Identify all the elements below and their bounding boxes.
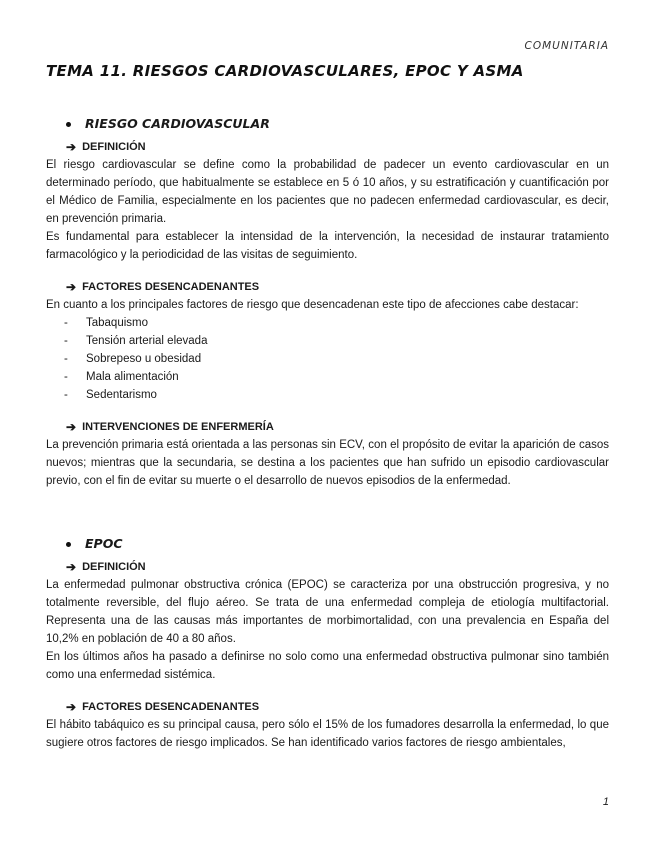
page-number: 1 xyxy=(602,796,609,808)
arrow-right-icon: ➔ xyxy=(66,140,77,154)
list-item: - Sedentarismo xyxy=(64,389,157,401)
subheading-text: FACTORES DESENCADENANTES xyxy=(82,281,260,293)
list-item: - Tabaquismo xyxy=(64,317,149,329)
list-item: - Sobrepeso u obesidad xyxy=(64,353,202,365)
bullet-icon xyxy=(66,542,71,547)
arrow-right-icon: ➔ xyxy=(66,700,77,714)
subheading-factores-desencadenantes xyxy=(66,278,609,296)
subheading-text: INTERVENCIONES DE ENFERMERÍA xyxy=(82,421,274,433)
document-header-label: COMUNITARIA xyxy=(524,40,609,52)
list-item: - Tensión arterial elevada xyxy=(64,335,208,347)
document-body xyxy=(46,114,609,752)
subheading-text: DEFINICIÓN xyxy=(82,141,146,153)
risk-factor-list xyxy=(46,314,609,404)
paragraph: La prevención primaria está orientada a las personas sin ECV, con el propósito de evitar la aparición de casos nuevos; mientras que la secundaria, se destina a los pacientes que han sufrido un episodio cardiovascular previo, con el fin de evitar su muerte o el desarrollo de nuevos episodios de la enfermedad. xyxy=(46,439,609,487)
paragraph: Es fundamental para establecer la intensidad de la intervención, la necesidad de instaurar tratamiento farmacológico y la periodicidad de las visitas de seguimiento. xyxy=(46,231,609,261)
paragraph: El riesgo cardiovascular se define como la probabilidad de padecer un evento cardiovascular en un determinado período, que habitualmente se establece en 5 ó 10 años, y su estratificación y cuantificación por el Médico de Familia, especialmente en los pacientes que no padecen enfermedad cardiovascular, es decir, en prevención primaria. xyxy=(46,159,609,225)
page-title: TEMA 11. RIESGOS CARDIOVASCULARES, EPOC Y ASMA xyxy=(46,62,524,80)
paragraph: En los últimos años ha pasado a definirse no solo como una enfermedad obstructiva pulmonar sino también como una enfermedad sistémica. xyxy=(46,651,609,681)
list-item: - Mala alimentación xyxy=(64,371,179,383)
subheading-intervenciones-enfermeria xyxy=(66,418,609,436)
arrow-right-icon: ➔ xyxy=(66,280,77,294)
subheading-definicion xyxy=(66,558,609,576)
paragraph: El hábito tabáquico es su principal causa, pero sólo el 15% de los fumadores desarrolla la enfermedad, lo que sugiere otros factores de riesgo implicados. Se han identificado varios factores de riesgo ambientales, xyxy=(46,719,609,749)
section-title-riesgo-cardiovascular xyxy=(66,114,609,134)
bullet-icon xyxy=(66,122,71,127)
paragraph: En cuanto a los principales factores de riesgo que desencadenan este tipo de afecciones cabe destacar: xyxy=(46,299,579,311)
arrow-right-icon: ➔ xyxy=(66,560,77,574)
subheading-text: DEFINICIÓN xyxy=(82,561,146,573)
subheading-definicion xyxy=(66,138,609,156)
arrow-right-icon: ➔ xyxy=(66,420,77,434)
section-title-epoc xyxy=(66,534,609,554)
subheading-text: FACTORES DESENCADENANTES xyxy=(82,701,260,713)
paragraph: La enfermedad pulmonar obstructiva crónica (EPOC) se caracteriza por una obstrucción progresiva, y no totalmente reversible, del flujo aéreo. Se trata de una enfermedad compleja de etiología multifactorial. Representa una de las causas más importantes de morbimortalidad, con una prevalencia en España del 10,2% en población de 40 a 80 años. xyxy=(46,579,609,645)
subheading-factores-desencadenantes xyxy=(66,698,609,716)
section-title-text: EPOC xyxy=(85,536,123,551)
section-title-text: RIESGO CARDIOVASCULAR xyxy=(85,116,270,131)
